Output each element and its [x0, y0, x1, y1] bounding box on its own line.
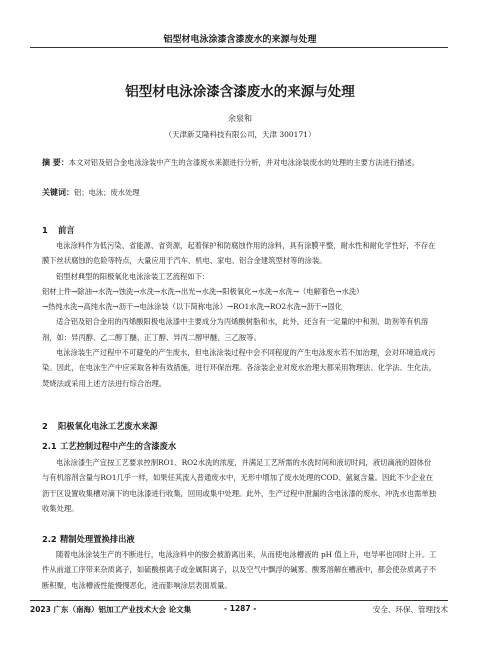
footer-proceedings: 2023 广东（南海）铝加工产业技术大会 论文集 — [30, 605, 192, 614]
paper-title: 铝型材电泳涂漆含漆废水的来源与处理 — [125, 84, 355, 100]
section-heading-2: 2 阳极氧化电泳工艺废水来源 — [42, 421, 158, 431]
author: 余泉和 — [228, 114, 252, 123]
page-number: - 1287 - — [224, 604, 257, 613]
section-1-body — [42, 238, 438, 391]
paragraph: 电泳涂漆生产宜按工艺要求控制RO1、RO2水洗的浓度，并满足工艺所需的水洗时间和液切时间，液切滴液的固体份与有机溶剂含量与RO1几乎一样，如果任其流入普通废水中，无形中增加了废水处理的COD、氨氮含量。因此不少企业在沥干区设置收集槽对滴下的电泳漆进行收集，回用或集中处理。此外，生产过程中泄漏的含电泳漆的废水、冲洗水也需单独收集处理。 — [42, 458, 437, 513]
keywords-text: 铝；电泳；废水处理 — [74, 188, 140, 197]
section-2-1-body — [42, 455, 438, 516]
paragraph: 随着电泳涂装生产的不断进行，电泳涂料中的胺会被游离出来，从而使电泳槽液的 pH 值上升，电导率也同时上升。工件从前道工序带来杂质离子，如硫酸根离子或金属阳离子，以及空气中飘浮的碱雾、酸雾溶解在槽液中，都会使杂质离子不断积聚，电泳槽液性能慢慢恶化，进而影响涂层表面质量。 — [42, 550, 437, 590]
abstract-text: 本文对铝及铝合金电泳涂装中产生的含漆废水来源进行分析，并对电泳涂装废水的处理的主要方法进行描述。 — [68, 158, 420, 167]
keywords-label: 关键词： — [42, 188, 74, 197]
paragraph: 电泳涂料作为低污染、省能源、省资源，起着保护和防腐蚀作用的涂料，具有涂膜平整，耐水性和耐化学性好，不存在膜下丝状腐蚀的危险等特点，大量应用于汽车、机电、家电、铝合金建筑型材等的涂装。 — [42, 241, 436, 266]
section-title: 精制处理置换排出液 — [60, 534, 135, 544]
running-header: 铝型材电泳涂漆含漆废水的来源与处理 — [163, 35, 317, 45]
subsection-heading-2-1: 2.1 工艺控制过程中产生的含漆废水 — [42, 441, 177, 451]
footer-rule — [30, 600, 448, 601]
section-title: 工艺控制过程中产生的含漆废水 — [60, 441, 177, 451]
subsection-heading-2-2: 2.2 精制处理置换排出液 — [42, 534, 135, 544]
header-rule — [30, 47, 448, 48]
section-title: 前言 — [58, 225, 75, 235]
abstract — [42, 155, 438, 170]
section-heading-1: 1 前言 — [42, 225, 75, 235]
process-flow-line: 铝材上件→除油→水洗→蚀洗→水洗→水洗→出光→水洗→阳极氧化→水洗→水洗→（电解着色→水洗） — [42, 286, 364, 296]
affiliation: （天津新艾隆科技有限公司，天津 300171） — [164, 130, 316, 139]
section-title: 阳极氧化电泳工艺废水来源 — [58, 421, 158, 431]
footer-category: 安全、环保、管理技术 — [373, 605, 448, 614]
paragraph: 适合铝及铝合金用的丙烯酸阳极电泳漆中主要成分为丙烯酸树脂和水，此外，还含有一定量的中和剂、助剂等有机溶剂，如：异丙醇、乙二醇丁醚、正丁醇、异丙二醇甲醚、三乙胺等。 — [42, 317, 429, 342]
paragraph: 铝型材典型的阳极氧化电泳涂装工艺流程如下： — [56, 271, 210, 281]
process-flow-line: →热纯水洗→高纯水洗→沥干→电泳涂装（以下简称电泳）→RO1水洗→RO2水洗→沥干→固化 — [42, 302, 343, 312]
keywords — [42, 185, 438, 200]
paragraph: 电泳涂装生产过程中不可避免的产生废水，但电泳涂装过程中会不同程度的产生电泳废水若不加治理，会对环境造成污染。因此，在电泳生产中应采取各种有效措施，进行环保治理。各涂装企业对废水治理大都采用物理法、化学法、生化法，焚烧法或采用上述方法进行综合治理。 — [42, 348, 437, 388]
section-2-2-body — [42, 547, 438, 593]
abstract-label: 摘 要： — [42, 158, 69, 167]
